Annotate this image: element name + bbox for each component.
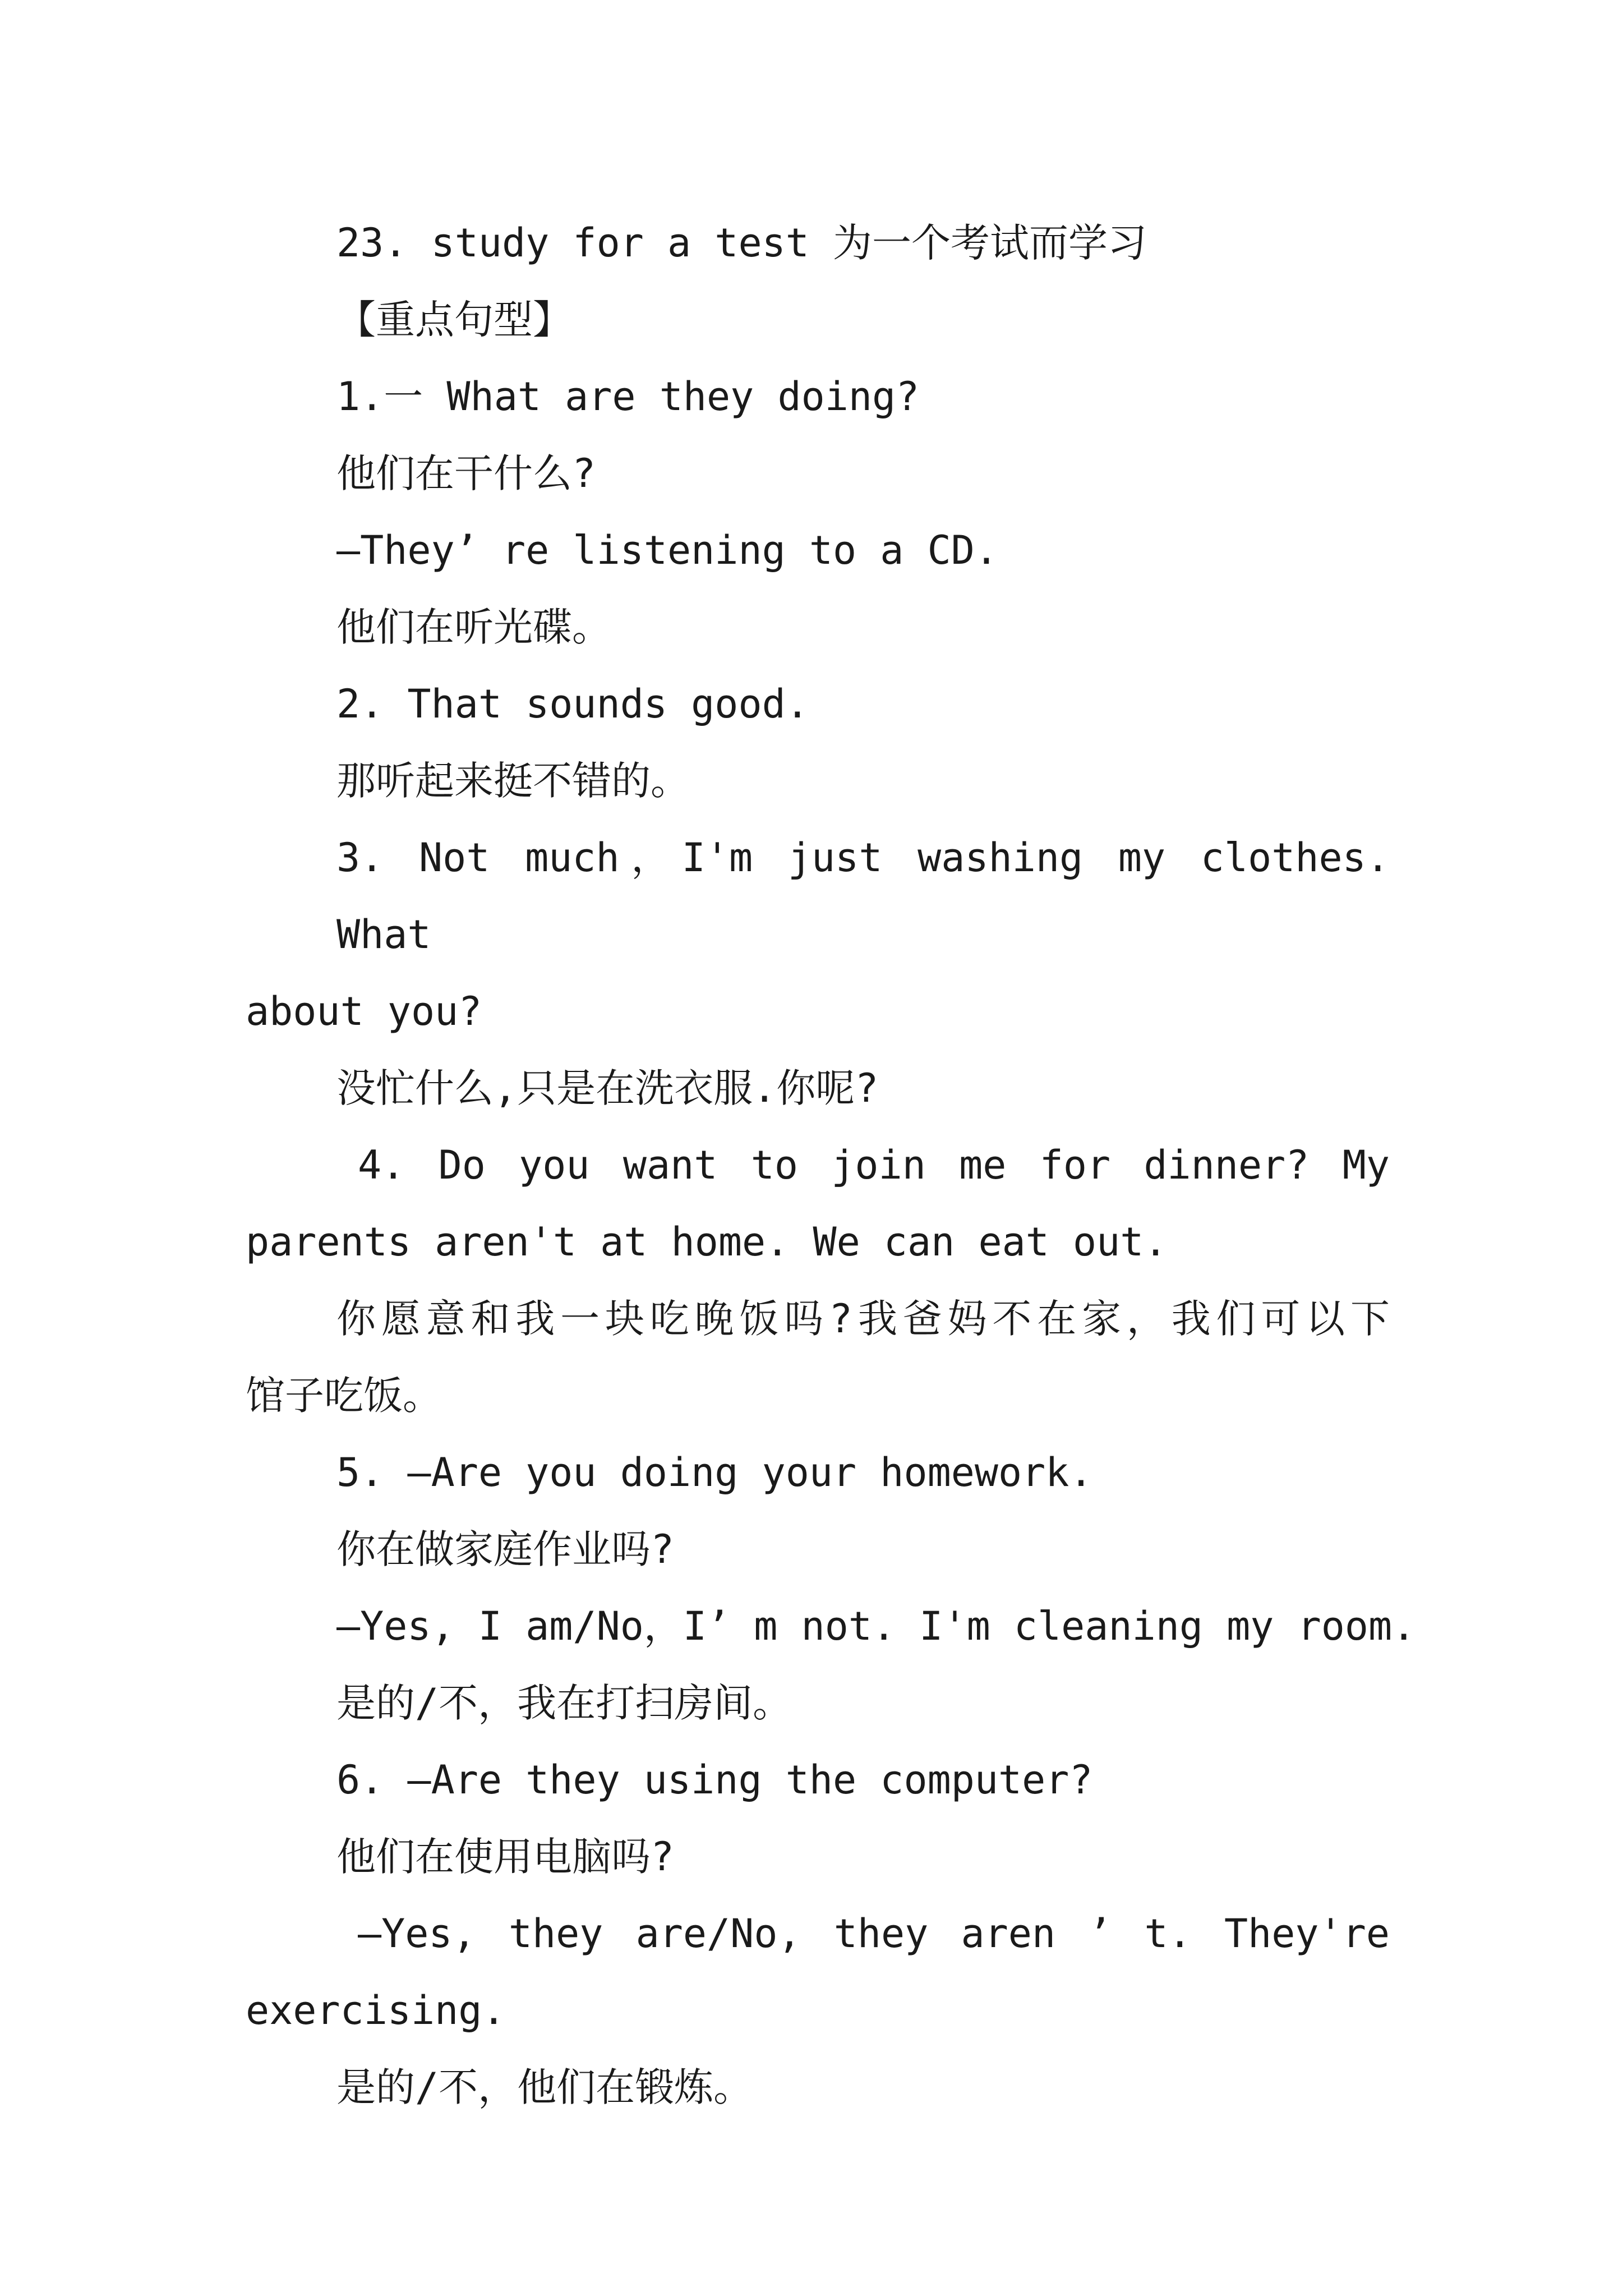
sentence-4-line-1: 4. Do you want to join me for dinner? My bbox=[358, 1142, 1390, 1188]
sentence-6-answer-line-2: exercising. bbox=[246, 1987, 506, 2033]
vocab-item-23: 23. study for a test 为一个考试而学习 bbox=[336, 220, 1147, 266]
sentence-4-line-2: parents aren't at home. We can eat out. bbox=[246, 1219, 1168, 1265]
sentence-3-translation: 没忙什么,只是在洗衣服.你呢? bbox=[336, 1065, 879, 1111]
sentence-5-question: 5. —Are you doing your homework. bbox=[336, 1450, 1093, 1496]
sentence-6-answer-line-1: —Yes, they are/No, they aren ’ t. They're bbox=[358, 1911, 1390, 1957]
sentence-3-line-2: about you? bbox=[246, 988, 482, 1034]
sentence-2-translation: 那听起来挺不错的。 bbox=[336, 758, 690, 804]
section-heading: 【重点句型】 bbox=[336, 297, 572, 343]
sentence-5-answer-translation: 是的/不，我在打扫房间。 bbox=[336, 1680, 792, 1726]
sentence-1-question: 1.一 What are they doing? bbox=[336, 374, 920, 420]
sentence-4-translation-line-1: 你愿意和我一块吃晚饭吗?我爸妈不在家，我们可以下 bbox=[336, 1296, 1390, 1342]
sentence-5-answer: —Yes, I am/No，I’ m not. I'm cleaning my room. bbox=[336, 1603, 1416, 1649]
sentence-6-question: 6. —Are they using the computer? bbox=[336, 1757, 1093, 1803]
sentence-2: 2. That sounds good. bbox=[336, 681, 809, 727]
sentence-1-question-translation: 他们在干什么? bbox=[336, 450, 596, 496]
sentence-4-translation-line-2: 馆子吃饭。 bbox=[246, 1373, 442, 1419]
sentence-4 bbox=[246, 1127, 1390, 1281]
sentence-6-question-translation: 他们在使用电脑吗? bbox=[336, 1834, 675, 1880]
sentence-6-answer-translation: 是的/不，他们在锻炼。 bbox=[336, 2064, 753, 2110]
sentence-1-answer-translation: 他们在听光碟。 bbox=[336, 604, 611, 650]
sentence-3-line-1: 3. Not much，I'm just washing my clothes. What bbox=[336, 835, 1390, 958]
sentence-3 bbox=[246, 820, 1390, 1050]
sentence-5-question-translation: 你在做家庭作业吗? bbox=[336, 1526, 675, 1572]
document-body bbox=[246, 205, 1416, 2126]
sentence-1-answer: —They’ re listening to a CD. bbox=[336, 527, 999, 573]
sentence-6-answer bbox=[246, 1895, 1390, 2049]
sentence-4-translation bbox=[246, 1281, 1390, 1434]
